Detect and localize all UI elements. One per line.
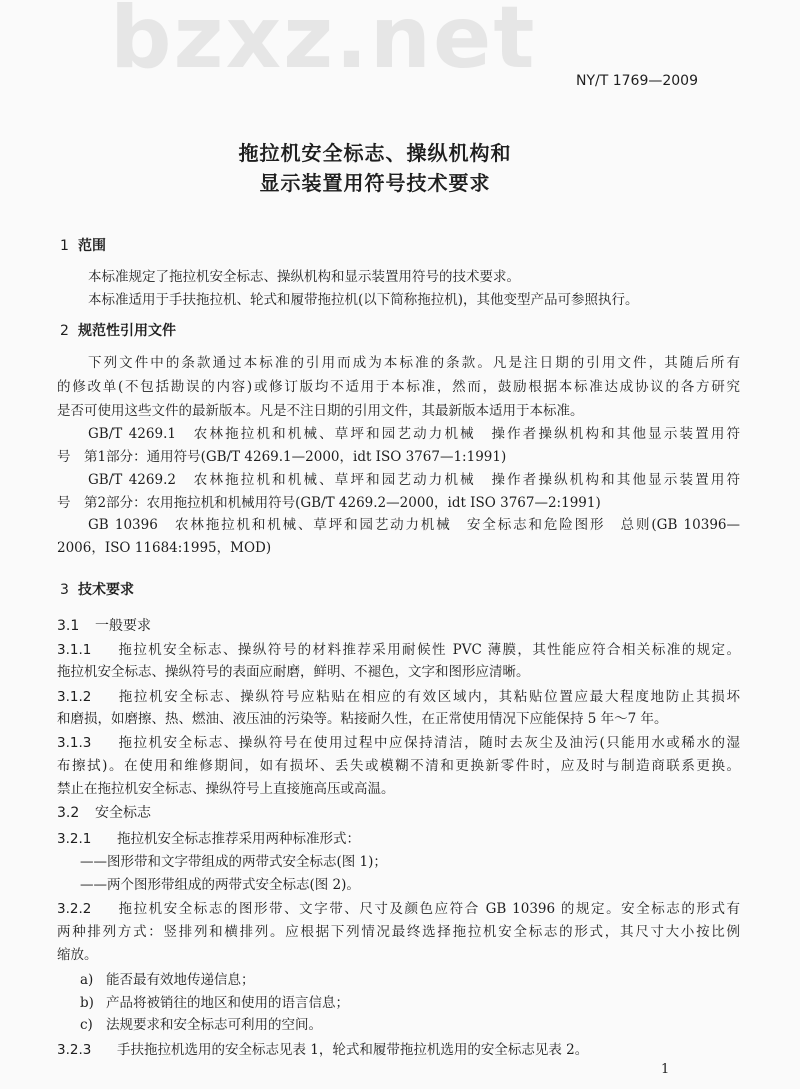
paragraph-line: 本标准适用于手扶拖拉机、轮式和履带拖拉机(以下简称拖拉机)，其他变型产品可参照执行。 [88, 292, 639, 308]
item-text: 产品将被销往的地区和使用的语言信息； [106, 995, 349, 1011]
reference-line: GB 10396 农林拖拉机和机械、草坪和园艺动力机械 安全标志和危险图形 总则(GB 10396— [88, 517, 740, 533]
section-number: 3.2 [57, 805, 80, 821]
section-title: 规范性引用文件 [78, 323, 176, 339]
clause-text: 拖拉机安全标志、操纵符号的材料推荐采用耐候性 PVC 薄膜，其性能应符合相关标准的规定。 [117, 642, 740, 658]
paragraph-line: 下列文件中的条款通过本标准的引用而成为本标准的条款。凡是注日期的引用文件，其随后所有 [88, 355, 740, 371]
section-3-2-heading [57, 804, 151, 822]
section-title: 安全标志 [95, 805, 151, 821]
paragraph-line: 本标准规定了拖拉机安全标志、操纵机构和显示装置用符号的技术要求。 [88, 269, 520, 285]
item-label: b) [80, 995, 94, 1011]
clause-number: 3.1.2 [57, 689, 92, 705]
paragraph-line: 禁止在拖拉机安全标志、操纵符号上直接施高压或高温。 [57, 781, 395, 797]
doc-title-line-2: 显示装置用符号技术要求 [259, 171, 491, 195]
clause-3-2-1 [57, 830, 360, 848]
reference-line: GB/T 4269.2 农林拖拉机和机械、草坪和园艺动力机械 操作者操纵机构和其他显示装置用符 [88, 472, 740, 488]
item-label: a) [80, 972, 94, 988]
clause-number: 3.2.3 [57, 1042, 92, 1058]
section-number: 2 [60, 323, 69, 339]
list-item: ——图形带和文字带组成的两带式安全标志(图 1)； [80, 854, 387, 870]
paragraph-line: 两种排列方式：竖排列和横排列。应根据下列情况最终选择拖拉机安全标志的形式，其尺寸大小按比例 [57, 924, 740, 940]
page-number: 1 [661, 1062, 670, 1077]
item-label: c) [80, 1017, 93, 1033]
section-number: 1 [60, 238, 69, 254]
section-2-heading [60, 322, 176, 340]
reference-line: 号 第2部分：农用拖拉机和机械用符号(GB/T 4269.2—2000，idt ISO 3767—2:1991) [57, 495, 601, 511]
doc-title-line-1: 拖拉机安全标志、操纵机构和 [238, 141, 512, 165]
item-text: 法规要求和安全标志可利用的空间。 [106, 1017, 322, 1033]
list-item: ——两个图形带组成的两带式安全标志(图 2)。 [80, 877, 360, 893]
section-1-heading [60, 237, 106, 255]
clause-number: 3.1.3 [57, 735, 92, 751]
list-item-c [80, 1016, 322, 1034]
section-title: 一般要求 [95, 618, 151, 634]
clause-number: 3.2.2 [57, 901, 92, 917]
clause-text: 拖拉机安全标志、操纵符号在使用过程中应保持清洁，随时去灰尘及油污(只能用水或稀水的湿 [117, 735, 740, 751]
section-title: 技术要求 [78, 582, 134, 598]
clause-3-1-2 [57, 688, 740, 706]
paragraph-line: 缩放。 [57, 947, 98, 963]
section-number: 3.1 [57, 618, 80, 634]
paragraph-line: 的修改单(不包括勘误的内容)或修订版均不适用于本标准，然而，鼓励根据本标准达成协议的各方研究 [57, 379, 740, 395]
item-text: 能否最有效地传递信息； [106, 972, 255, 988]
section-title: 范围 [78, 238, 106, 254]
paragraph-line: 布擦拭)。在使用和维修期间，如有损坏、丢失或模糊不清和更换新零件时，应及时与制造商联系更换。 [57, 758, 740, 774]
standard-number: NY/T 1769—2009 [575, 73, 698, 89]
clause-3-1-1 [57, 641, 740, 659]
clause-text: 拖拉机安全标志、操纵符号应粘贴在相应的有效区域内，其粘贴位置应最大程度地防止其损坏 [117, 689, 740, 705]
section-number: 3 [60, 582, 69, 598]
reference-line: 2006，ISO 11684:1995，MOD) [57, 540, 272, 556]
list-item-a [80, 971, 255, 989]
reference-line: GB/T 4269.1 农林拖拉机和机械、草坪和园艺动力机械 操作者操纵机构和其他显示装置用符 [88, 426, 740, 442]
clause-text: 拖拉机安全标志推荐采用两种标准形式： [117, 831, 360, 847]
clause-3-2-2 [57, 900, 740, 918]
clause-number: 3.2.1 [57, 831, 92, 847]
clause-text: 拖拉机安全标志的图形带、文字带、尺寸及颜色应符合 GB 10396 的规定。安全标志的形式有 [117, 901, 740, 917]
clause-number: 3.1.1 [57, 642, 92, 658]
watermark: bzxz.net [110, 0, 537, 88]
clause-text: 手扶拖拉机选用的安全标志见表 1，轮式和履带拖拉机选用的安全标志见表 2。 [117, 1042, 589, 1058]
paragraph-line: 拖拉机安全标志、操纵符号的表面应耐磨，鲜明、不褪色，文字和图形应清晰。 [57, 664, 530, 680]
paragraph-line: 和磨损，如磨擦、热、燃油、液压油的污染等。粘接耐久性，在正常使用情况下应能保持 5 年～7 年。 [57, 711, 668, 727]
list-item-b [80, 994, 349, 1012]
reference-line: 号 第1部分：通用符号(GB/T 4269.1—2000，idt ISO 3767—1:1991) [57, 449, 507, 465]
section-3-1-heading [57, 617, 151, 635]
paragraph-line: 是否可使用这些文件的最新版本。凡是不注日期的引用文件，其最新版本适用于本标准。 [57, 403, 584, 419]
clause-3-1-3 [57, 734, 740, 752]
clause-3-2-3 [57, 1041, 588, 1059]
section-3-heading [60, 581, 134, 599]
